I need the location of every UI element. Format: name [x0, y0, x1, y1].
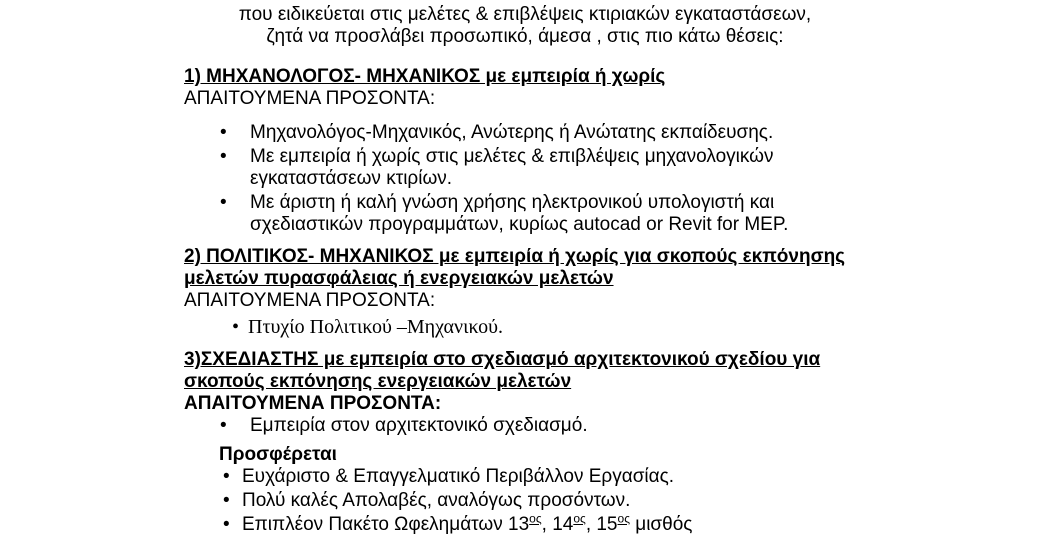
- bullet-item: [184, 316, 866, 338]
- bullet-icon: •: [223, 514, 230, 535]
- section-2-bullet-list: [184, 316, 866, 338]
- section-3-bullet-list: [184, 415, 866, 437]
- bullet-icon: •: [223, 466, 230, 487]
- bullet-item: [184, 192, 866, 236]
- intro-line-2: ζητά να προσλάβει προσωπικό, άμεσα , στις πιο κάτω θέσεις:: [266, 26, 784, 47]
- bullet-text: Ευχάριστο & Επαγγελματικό Περιβάλλον Εργασίας.: [242, 466, 675, 487]
- offer-bullet-list: [184, 466, 866, 536]
- bullet-item: [184, 466, 866, 488]
- bullet-item: [184, 146, 866, 190]
- bullet-icon: •: [220, 415, 227, 436]
- bullet-text: Μηχανολόγος-Μηχανικός, Ανώτερης ή Ανώτατης εκπαίδευσης.: [250, 122, 774, 143]
- section-1-heading: 1) ΜΗΧΑΝΟΛΟΓΟΣ- ΜΗΧΑΝΙΚΟΣ με εμπειρία ή χωρίς: [184, 66, 666, 87]
- section-2-heading: 2) ΠΟΛΙΤΙΚΟΣ- ΜΗΧΑΝΙΚΟΣ με εμπειρία ή χωρίς για σκοπούς εκπόνησης μελετών πυρασφάλειας ή ενεργειακών μελετών: [184, 246, 846, 289]
- section-3-heading: 3)ΣΧΕΔΙΑΣΤΗΣ με εμπειρία στο σχεδιασμό αρχιτεκτονικού σχεδίου για σκοπούς εκπόνησης ενεργειακών μελετών: [184, 349, 821, 392]
- benefits-text-suffix: μισθός: [629, 514, 693, 535]
- section-civil-engineer: [184, 246, 866, 338]
- ordinal-suffix: ος: [617, 511, 630, 526]
- bullet-text: Με άριστη ή καλή γνώση χρήσης ηλεκτρονικού υπολογιστή και σχεδιαστικών προγραμμάτων, κυρίως autocad or Revit for MEP.: [250, 192, 789, 235]
- benefits-text-mid: , 15: [585, 514, 618, 535]
- intro-line-1: που ειδικεύεται στις μελέτες & επιβλέψεις κτιριακών εγκαταστάσεων,: [238, 4, 812, 25]
- document-page: [184, 4, 866, 538]
- section-2-requirements-label: ΑΠΑΙΤΟΥΜΕΝΑ ΠΡΟΣΟΝΤΑ:: [184, 290, 436, 311]
- section-3-requirements-label: ΑΠΑΙΤΟΥΜΕΝΑ ΠΡΟΣΟΝΤΑ:: [184, 393, 442, 414]
- bullet-icon: •: [220, 122, 227, 143]
- bullet-item: [184, 122, 866, 144]
- benefits-text-mid: , 14: [541, 514, 574, 535]
- section-1-bullet-list: [184, 122, 866, 236]
- ordinal-suffix: ος: [529, 511, 542, 526]
- bullet-icon: •: [220, 192, 227, 213]
- benefits-text-prefix: Επιπλέον Πακέτο Ωφελημάτων 13: [242, 514, 530, 535]
- bullet-text: Εμπειρία στον αρχιτεκτονικό σχεδιασμό.: [250, 415, 588, 436]
- bullet-text: Πολύ καλές Απολαβές, αναλόγως προσόντων.: [242, 490, 631, 511]
- bullet-item-benefits: [184, 511, 866, 536]
- ordinal-suffix: ος: [573, 511, 586, 526]
- bullet-icon: •: [220, 146, 227, 167]
- bullet-icon: •: [223, 490, 230, 511]
- section-mechanical-engineer: [184, 66, 866, 236]
- offer-heading: Προσφέρεται: [219, 444, 337, 465]
- section-offer: [184, 444, 866, 536]
- bullet-item: [184, 490, 866, 512]
- section-1-requirements-label: ΑΠΑΙΤΟΥΜΕΝΑ ΠΡΟΣΟΝΤΑ:: [184, 88, 436, 109]
- bullet-text: Με εμπειρία ή χωρίς στις μελέτες & επιβλέψεις μηχανολογικών εγκαταστάσεων κτιρίων.: [250, 146, 774, 189]
- bullet-icon: •: [232, 316, 240, 338]
- section-draftsman: [184, 349, 866, 437]
- bullet-text: Πτυχίο Πολιτικού –Μηχανικού.: [248, 316, 503, 338]
- bullet-item: [184, 415, 866, 437]
- intro-paragraph: [184, 4, 866, 48]
